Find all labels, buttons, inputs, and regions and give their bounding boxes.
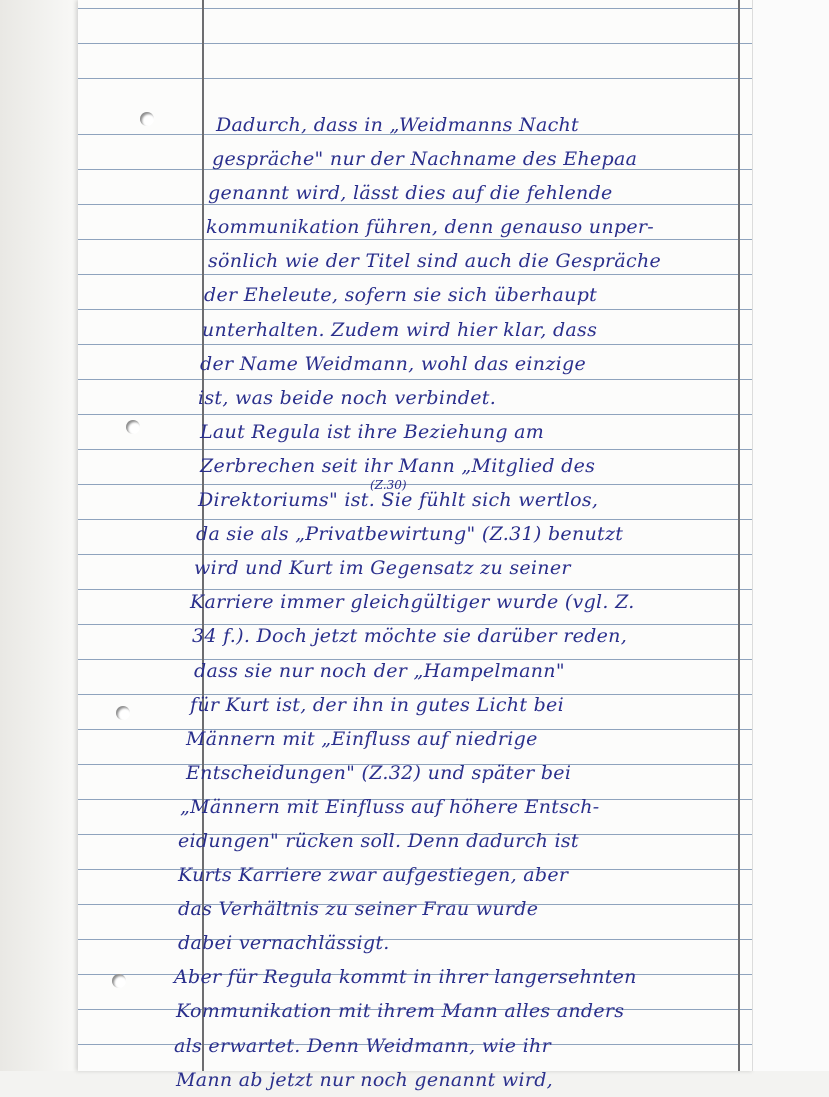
text-line: 34 f.). Doch jetzt möchte sie darüber reden, [192, 625, 628, 648]
line-reference-annotation: (Z.30) [370, 478, 407, 492]
text-line: der Eheleute, sofern sie sich überhaupt [204, 284, 598, 307]
text-line: Entscheidungen" (Z.32) und später bei [186, 761, 572, 784]
text-line: Direktoriums" ist. Sie fühlt sich wertlos, [198, 489, 599, 512]
text-line: Zerbrechen seit ihr Mann „Mitglied des [200, 454, 596, 477]
punch-hole-icon [140, 112, 154, 126]
text-line: gespräche" nur der Nachname des Ehepaa [212, 148, 638, 171]
text-line: kommunikation führen, denn genauso unper- [206, 216, 654, 239]
handwritten-text [168, 108, 768, 1097]
text-line: sönlich wie der Titel sind auch die Gespräche [208, 250, 662, 273]
text-line: der Name Weidmann, wohl das einzige [200, 352, 587, 375]
text-line: Dadurch, dass in „Weidmanns Nacht [216, 114, 579, 136]
text-line: Karriere immer gleichgültiger wurde (vgl. Z. [190, 591, 635, 614]
punch-hole-icon [126, 420, 140, 434]
text-line: eidungen" rücken soll. Denn dadurch ist [178, 829, 579, 852]
text-line: Kommunikation mit ihrem Mann alles anders [176, 1000, 625, 1023]
text-line: unterhalten. Zudem wird hier klar, dass [202, 318, 598, 341]
text-line: ist, was beide noch verbindet. [198, 386, 497, 409]
text-line: da sie als „Privatbewirtung" (Z.31) benutzt [196, 523, 624, 546]
text-line: Aber für Regula kommt in ihrer langersehnten [174, 966, 637, 989]
punch-hole-icon [116, 706, 130, 720]
text-line: genannt wird, lässt dies auf die fehlende [208, 182, 613, 205]
text-line: wird und Kurt im Gegensatz zu seiner [194, 557, 571, 580]
text-line: Laut Regula ist ihre Beziehung am [200, 420, 545, 443]
text-line: „Männern mit Einfluss auf höhere Entsch- [180, 795, 600, 818]
text-line: dass sie nur noch der „Hampelmann" [194, 659, 565, 682]
text-line: Mann ab jetzt nur noch genannt wird, [176, 1068, 554, 1091]
text-line: das Verhältnis zu seiner Frau wurde [178, 898, 539, 921]
text-line: dabei vernachlässigt. [178, 932, 390, 955]
text-line: für Kurt ist, der ihn in gutes Licht bei [190, 693, 564, 716]
text-line: Kurts Karriere zwar aufgestiegen, aber [178, 864, 569, 887]
text-line: Männern mit „Einfluss auf niedrige [186, 727, 538, 750]
punch-hole-icon [112, 974, 126, 988]
text-line: als erwartet. Denn Weidmann, wie ihr [174, 1034, 551, 1057]
